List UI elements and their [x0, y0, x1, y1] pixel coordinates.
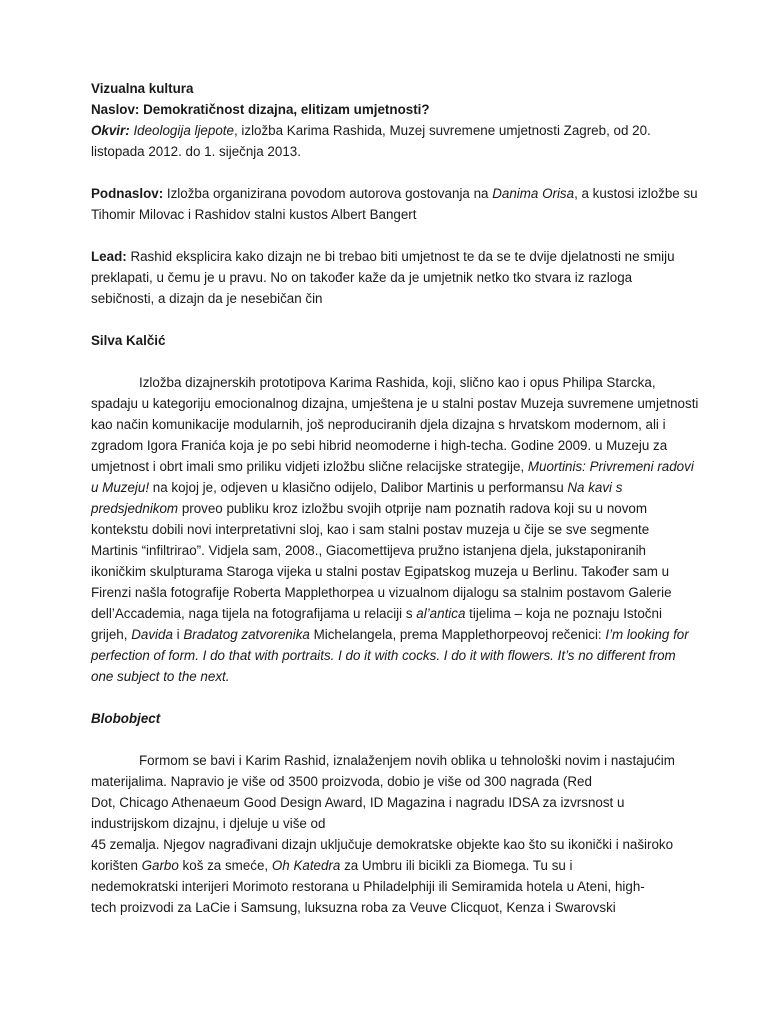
- section-heading-line: [91, 708, 691, 729]
- category: Vizualna kultura: [91, 81, 194, 96]
- lead-paragraph: Lead: Rashid eksplicira kako dizajn ne bi trebao biti umjetnost te da se te dvije djelatnosti ne smiju preklapati, u čemu je u pravu. No on također kaže da je umjetnik netko tko stvara iz razloga sebičnosti, a dizajn da je nesebičan čin: [91, 249, 675, 306]
- subtitle-label: Podnaslov:: [91, 186, 164, 201]
- category-line: [91, 78, 691, 99]
- frame-exhibition-title: Ideologija ljepote: [133, 123, 234, 138]
- document-page: [91, 78, 699, 918]
- author-line: [91, 330, 691, 351]
- author-name: Silva Kalčić: [91, 333, 166, 348]
- article-title: Naslov: Demokratičnost dizajna, elitizam umjetnosti?: [91, 102, 430, 117]
- subtitle-paragraph: Podnaslov: Izložba organizirana povodom autorova gostovanja na Danima Orisa, a kustosi izložbe su Tihomir Milovac i Rashidov stalni kustos Albert Bangert: [91, 186, 698, 222]
- body-paragraph-2: Formom se bavi i Karim Rashid, iznalaženjem novih oblika u tehnološki novim i nastajućim materijalima. Napravio je više od 3500 proizvoda, dobio je više od 300 nagrada (Red Dot, Chicago Athenaeum Good Design Award, ID Magazina i nagradu IDSA za izvrsnost u industrijskom dizajnu, i djeluje u više od 45 zemalja. Njegov nagrađivani dizajn uključuje demokratske objekte kao što su ikonički i naširoko korišten Garbo koš za smeće, Oh Katedra za Umbru ili bicikli za Biomega. Tu su i nedemokratski interijeri Morimoto restorana u Philadelphiji ili Semiramida hotela u Ateni, high- tech proizvodi za LaCie i Samsung, luksuzna roba za Veuve Clicquot, Kenza i Swarovski: [91, 753, 675, 915]
- title-line: [91, 99, 691, 120]
- lead-label: Lead:: [91, 249, 127, 264]
- body-paragraph-1: Izložba dizajnerskih prototipova Karima Rashida, koji, slično kao i opus Philipa Starcka, spadaju u kategoriju emocionalnog dizajna, umještena je u stalni postav Muzeja suvremene umjetnosti kao način komunikacije modularnih, još neproduciranih djela dizajna s hrvatskom modernom, ali i zgradom Igora Franića koja je po sebi hibrid neomoderne i high-techa. Godine 2009. u Muzeju za umjetnost i obrt imali smo priliku vidjeti izložbu slične relacijske strategije, Muortinis: Privremeni radovi u Muzeju! na kojoj je, odjeven u klasično odijelo, Dalibor Martinis u performansu Na kavi s predsjednikom proveo publiku kroz izložbu svojih otprije nam poznatih radova koji su u novom kontekstu dobili novi interpretativni sloj, kao i sam stalni postav muzeja u čije se sve segmente Martinis “infiltrirao”. Vidjela sam, 2008., Giacomettijeva pružno istanjena djela, jukstaponiranih ikoničkim skulpturama Staroga vijeka u stalni postav Egipatskog muzeja u Berlinu. Također sam u Firenzi našla fotografije Roberta Mapplethorpea u vizualnom dijalogu sa stalnim postavom Galerie dell’Accademia, naga tijela na fotografijama u relaciji s al’antica tijelima – koja ne poznaju Istočni grijeh, Davida i Bradatog zatvorenika Michelangela, prema Mapplethorpeovoj rečenici: I’m looking for perfection of form. I do that with portraits. I do it with cocks. I do it with flowers. It’s no different from one subject to the next.: [91, 375, 699, 684]
- frame-paragraph: Okvir: Ideologija ljepote, izložba Karima Rashida, Muzej suvremene umjetnosti Zagreb, od 20. listopada 2012. do 1. siječnja 2013.: [91, 123, 651, 159]
- frame-label: Okvir:: [91, 123, 130, 138]
- section-heading: Blobobject: [91, 711, 161, 726]
